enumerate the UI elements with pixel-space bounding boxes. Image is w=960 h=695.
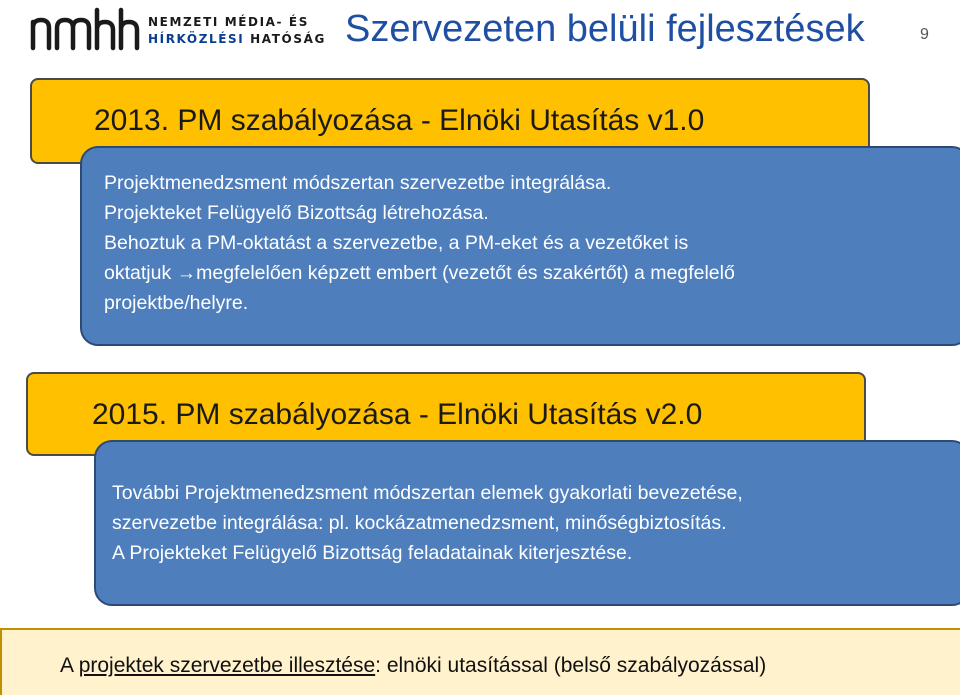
- section1-content-box: [80, 146, 960, 346]
- nmhh-wordmark-icon: [30, 4, 142, 52]
- arrow-right-icon: →: [176, 262, 197, 284]
- section1-line-3: Behoztuk a PM-oktatást a szervezetbe, a PM-eket és a vezetőket is: [104, 232, 689, 254]
- nmhh-logo: [30, 4, 326, 52]
- section2-line-2: szervezetbe integrálása: pl. kockázatmenedzsment, minőségbiztosítás.: [112, 512, 727, 534]
- section1-line-4-rest: megfelelően képzett embert (vezetőt és szakértőt) a megfelelő: [196, 262, 735, 284]
- footer-emphasis: projektek szervezetbe illesztése: [78, 654, 376, 677]
- section2-line-1: További Projektmenedzsment módszertan elemek gyakorlati bevezetése,: [112, 482, 743, 504]
- logo-line-2-b: HATÓSÁG: [250, 32, 326, 46]
- section2-heading: 2015. PM szabályozása - Elnöki Utasítás v2.0: [92, 398, 703, 431]
- page-number: 9: [920, 26, 929, 43]
- logo-text: [148, 14, 326, 48]
- footer-summary: [60, 654, 766, 678]
- section1-line-4-prefix: oktatjuk: [104, 262, 177, 284]
- section2-line-3: A Projekteket Felügyelő Bizottság feladatainak kiterjesztése.: [112, 542, 633, 564]
- section1-line-1: Projektmenedzsment módszertan szervezetbe integrálása.: [104, 172, 612, 194]
- logo-line-1: NEMZETI MÉDIA- ÉS: [148, 15, 309, 29]
- footer-part-1: A: [60, 654, 79, 677]
- logo-line-2: [148, 31, 326, 48]
- footer-part-3: : elnöki utasítással (belső szabályozással): [375, 654, 767, 677]
- section1-line-5: projektbe/helyre.: [104, 292, 249, 314]
- section1-line-2: Projekteket Felügyelő Bizottság létrehozása.: [104, 202, 489, 224]
- section2-content-box: [94, 440, 960, 606]
- logo-line-2-a: HÍRKÖZLÉSI: [148, 32, 245, 46]
- section1-line-4: [104, 258, 960, 288]
- section1-heading: 2013. PM szabályozása - Elnöki Utasítás v1.0: [94, 104, 705, 137]
- slide-title: Szervezeten belüli fejlesztések: [345, 8, 865, 50]
- footer-summary-box: [0, 628, 960, 695]
